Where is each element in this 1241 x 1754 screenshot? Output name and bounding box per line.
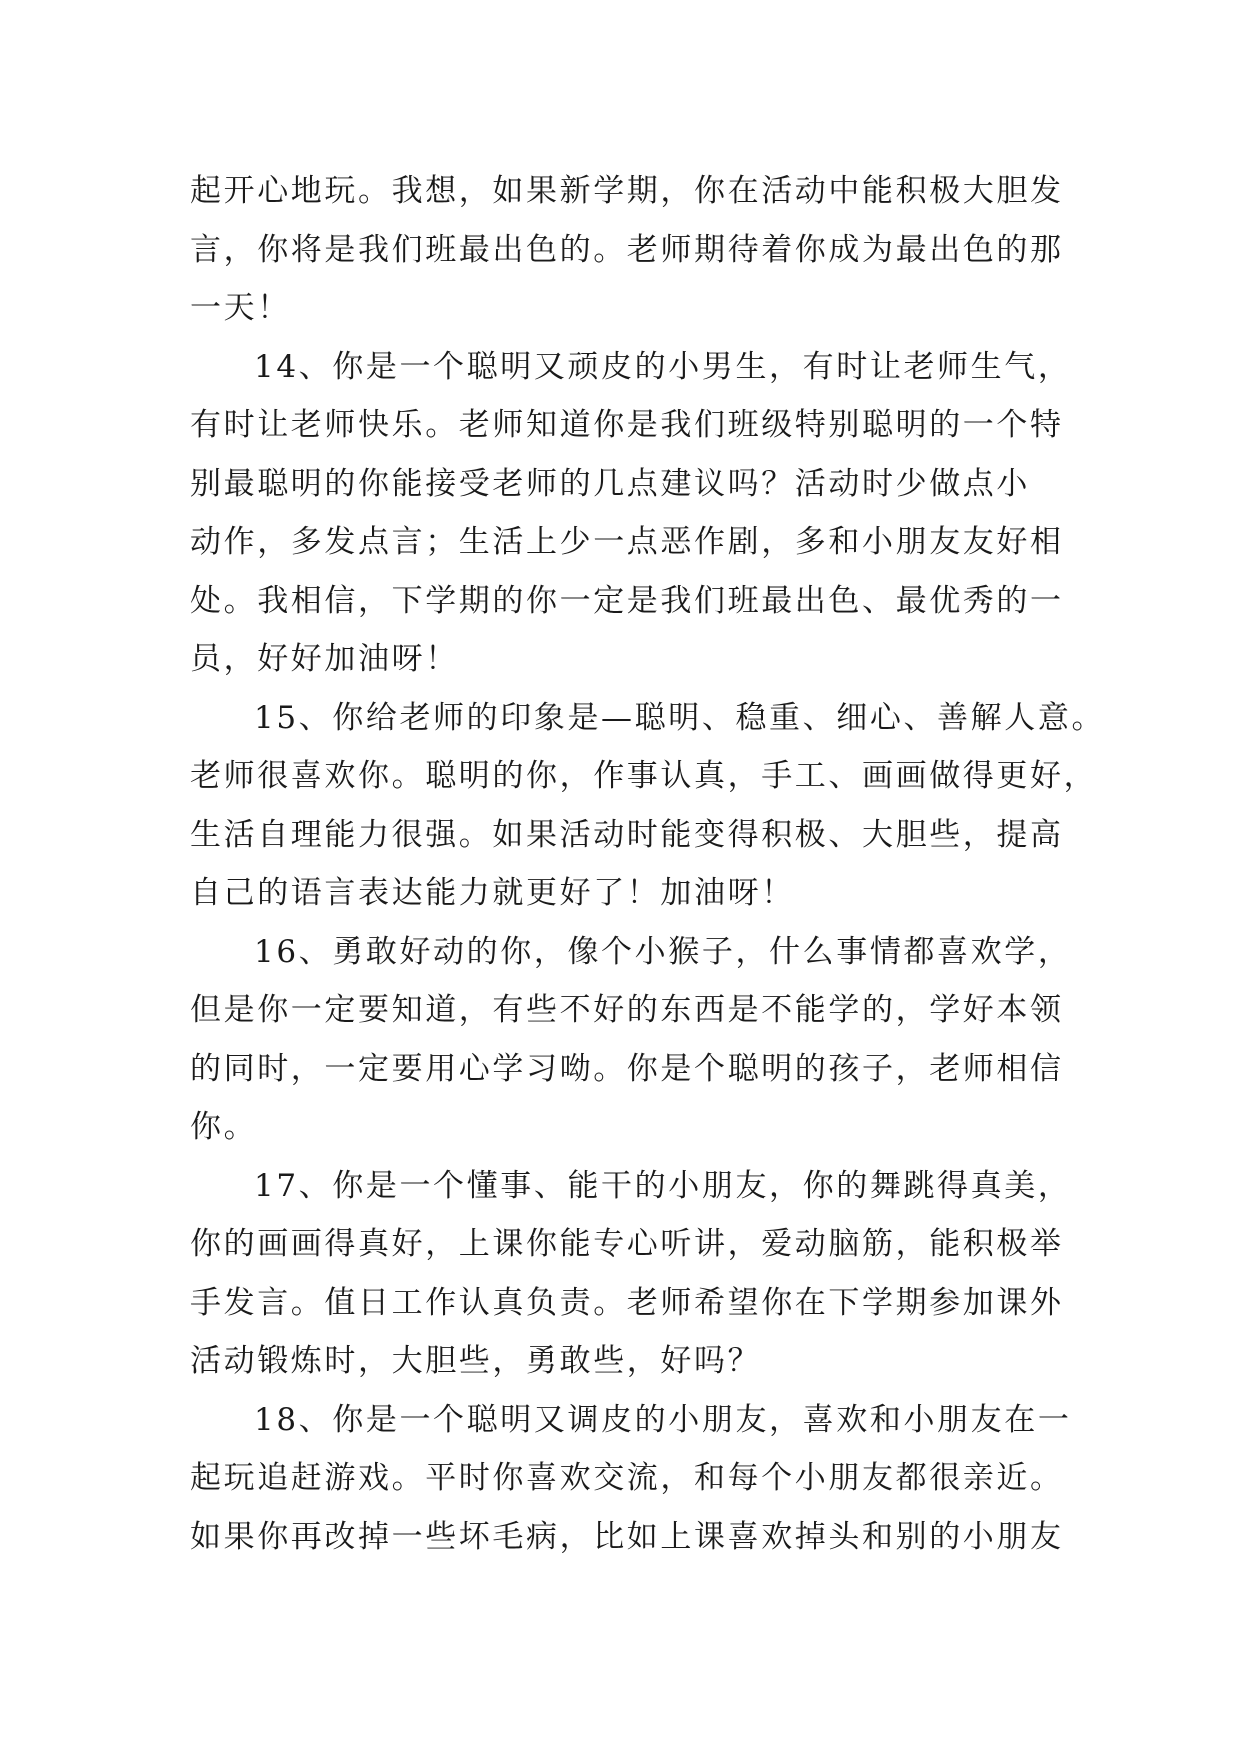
document-body	[190, 162, 1106, 1566]
text-line: 动作，多发点言；生活上少一点恶作剧，多和小朋友友好相	[190, 524, 1064, 560]
text-line: 一天！	[190, 290, 291, 326]
text-line: 16、勇敢好动的你，像个小猴子，什么事情都喜欢学，	[254, 933, 1072, 970]
text-line: 你的画画得真好，上课你能专心听讲，爱动脑筋，能积极举	[190, 1226, 1064, 1262]
text-line: 员，好好加油呀！	[190, 641, 459, 677]
text-line: 的同时，一定要用心学习呦。你是个聪明的孩子，老师相信	[190, 1050, 1064, 1087]
text-line: 自己的语言表达能力就更好了！加油呀！	[190, 875, 795, 911]
text-line: 生活自理能力很强。如果活动时能变得积极、大胆些，提高	[190, 816, 1064, 853]
text-line: 老师很喜欢你。聪明的你，作事认真，手工、画画做得更好，	[190, 758, 1098, 794]
text-line: 别最聪明的你能接受老师的几点建议吗？活动时少做点小	[190, 465, 1030, 502]
text-line: 但是你一定要知道，有些不好的东西是不能学的，学好本领	[190, 992, 1064, 1028]
text-line: 18、你是一个聪明又调皮的小朋友，喜欢和小朋友在一	[254, 1401, 1072, 1438]
text-line: 言，你将是我们班最出色的。老师期待着你成为最出色的那	[190, 231, 1064, 268]
text-line: 处。我相信，下学期的你一定是我们班最出色、最优秀的一	[190, 582, 1064, 619]
text-line: 15、你给老师的印象是—聪明、稳重、细心、善解人意。	[254, 699, 1106, 736]
text-line: 活动锻炼时，大胆些，勇敢些，好吗？	[190, 1343, 762, 1379]
text-line: 起开心地玩。我想，如果新学期，你在活动中能积极大胆发	[190, 173, 1064, 209]
text-line: 如果你再改掉一些坏毛病，比如上课喜欢掉头和别的小朋友	[190, 1518, 1064, 1555]
text-line: 手发言。值日工作认真负责。老师希望你在下学期参加课外	[190, 1284, 1064, 1321]
text-line: 14、你是一个聪明又顽皮的小男生，有时让老师生气，	[254, 348, 1072, 385]
text-line: 你。	[190, 1109, 258, 1145]
text-line: 17、你是一个懂事、能干的小朋友，你的舞跳得真美，	[254, 1167, 1072, 1204]
text-line: 起玩追赶游戏。平时你喜欢交流，和每个小朋友都很亲近。	[190, 1460, 1064, 1496]
text-line: 有时让老师快乐。老师知道你是我们班级特别聪明的一个特	[190, 407, 1064, 443]
